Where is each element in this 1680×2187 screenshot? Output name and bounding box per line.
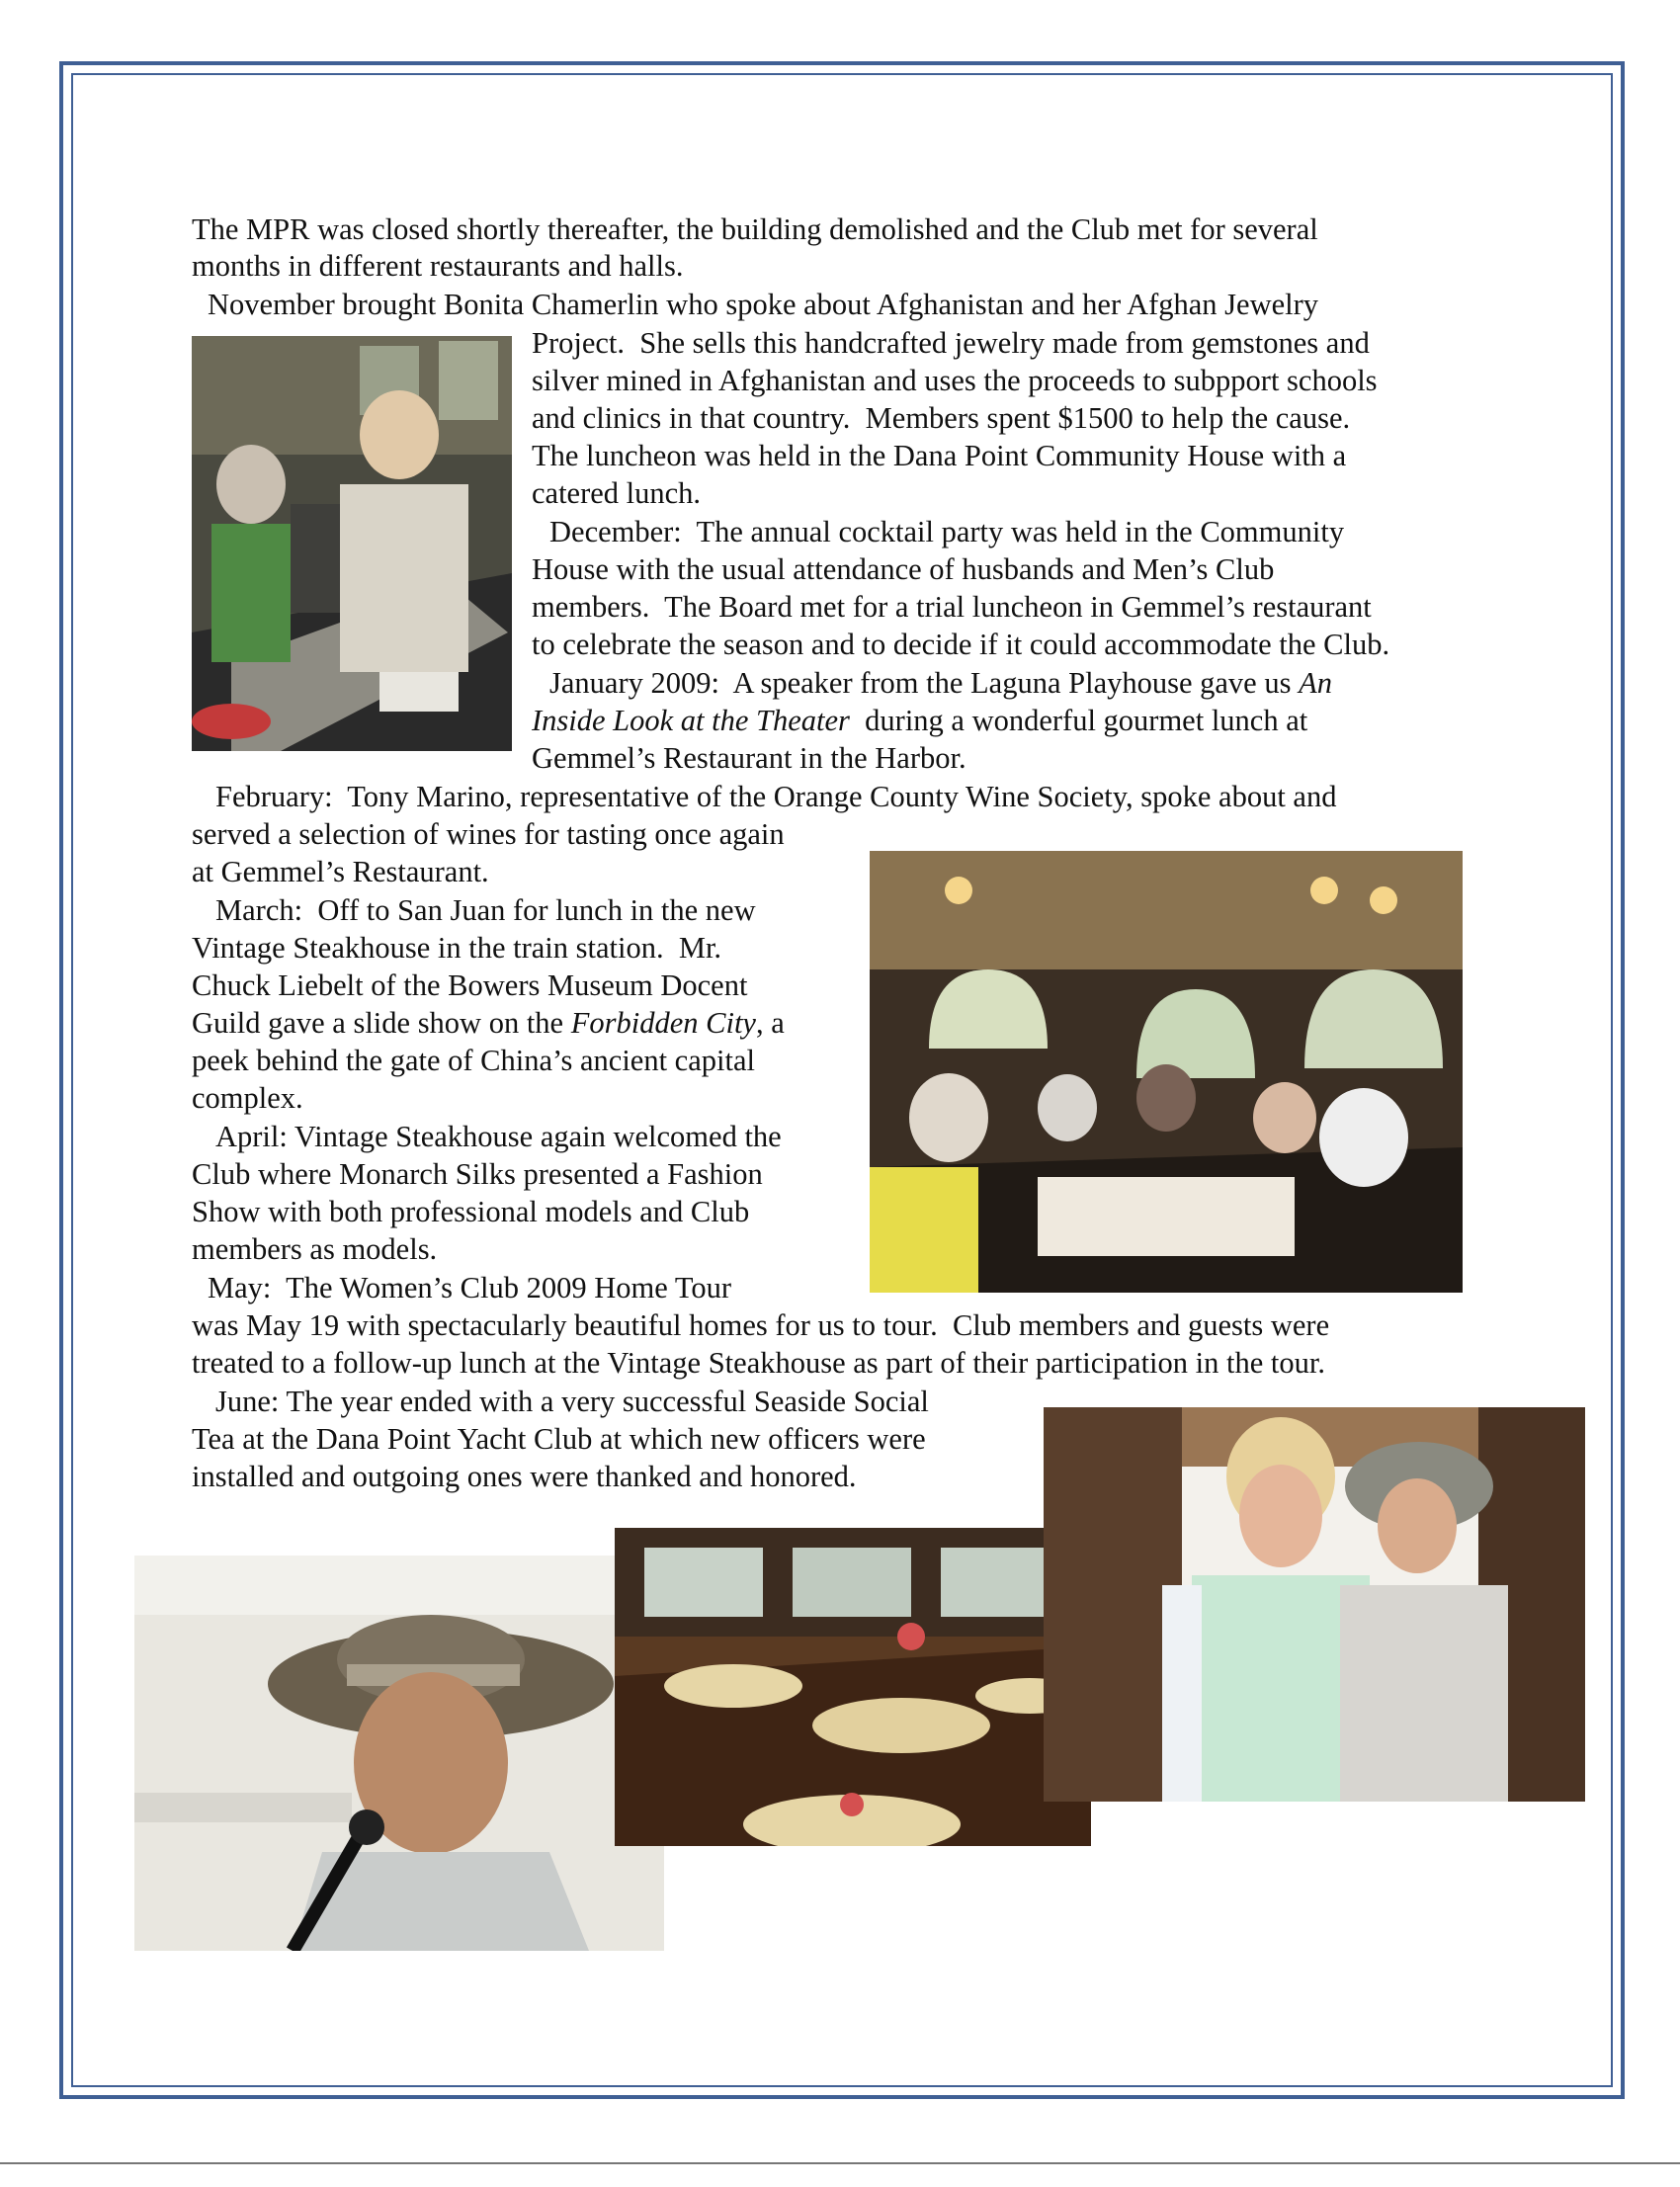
paragraph-line: Chuck Liebelt of the Bowers Museum Docent: [192, 968, 748, 1002]
paragraph-line: Gemmel’s Restaurant in the Harbor.: [532, 741, 966, 775]
paragraph-line: to celebrate the season and to decide if it could accommodate the Club.: [532, 628, 1390, 661]
paragraph-line: members. The Board met for a trial luncheon in Gemmel’s restaurant: [532, 590, 1372, 624]
paragraph-line: May: The Women’s Club 2009 Home Tour: [208, 1271, 731, 1304]
paragraph-line: complex.: [192, 1081, 303, 1115]
paragraph-line: The luncheon was held in the Dana Point Community House with a: [532, 439, 1347, 472]
paragraph-line: The MPR was closed shortly thereafter, the building demolished and the Club met for several: [192, 212, 1318, 246]
paragraph-line: at Gemmel’s Restaurant.: [192, 855, 489, 888]
paragraph-line: House with the usual attendance of husbands and Men’s Club: [532, 552, 1275, 586]
scan-edge-line: [0, 2162, 1680, 2164]
paragraph-line: served a selection of wines for tasting once again: [192, 817, 785, 851]
paragraph-line: months in different restaurants and halls.: [192, 249, 684, 283]
paragraph-line: [532, 703, 1307, 739]
yacht-club-dining-room-photo: [615, 1528, 1091, 1846]
paragraph-line: November brought Bonita Chamerlin who spoke about Afghanistan and her Afghan Jewelry: [208, 288, 1319, 321]
paragraph-line: Vintage Steakhouse in the train station. Mr.: [192, 931, 722, 965]
jewelry-sale-photo: [192, 336, 512, 751]
paragraph-line: members as models.: [192, 1232, 438, 1266]
paragraph-line: treated to a follow-up lunch at the Vintage Steakhouse as part of their participation in the tour.: [192, 1346, 1325, 1380]
paragraph-line: [192, 1005, 785, 1042]
two-women-photo: [1044, 1407, 1585, 1802]
paragraph-line: catered lunch.: [532, 476, 702, 510]
line-text: January 2009: A speaker from the Laguna Playhouse gave us: [549, 666, 1300, 700]
line-text: , a: [755, 1006, 785, 1040]
italic-title: Inside Look at the Theater: [532, 704, 850, 737]
paragraph-line: June: The year ended with a very successful Seaside Social: [215, 1385, 929, 1418]
paragraph-line: March: Off to San Juan for lunch in the new: [215, 893, 756, 927]
paragraph-line: Tea at the Dana Point Yacht Club at which new officers were: [192, 1422, 926, 1456]
italic-title: Forbidden City: [570, 1006, 756, 1040]
line-text: Guild gave a slide show on the: [192, 1006, 571, 1040]
paragraph-line: was May 19 with spectacularly beautiful homes for us to tour. Club members and guests were: [192, 1308, 1330, 1342]
paragraph-line: February: Tony Marino, representative of the Orange County Wine Society, spoke about and: [215, 780, 1337, 813]
line-text: during a wonderful gourmet lunch at: [849, 704, 1308, 737]
paragraph-line: December: The annual cocktail party was held in the Community: [549, 515, 1345, 548]
italic-title: An: [1299, 666, 1332, 700]
speaker-photo: [134, 1556, 664, 1951]
paragraph-line: April: Vintage Steakhouse again welcomed the: [215, 1120, 782, 1153]
paragraph-line: silver mined in Afghanistan and uses the proceeds to subpport schools: [532, 364, 1378, 397]
paragraph-line: Project. She sells this handcrafted jewelry made from gemstones and: [532, 326, 1370, 360]
paragraph-line: Show with both professional models and Club: [192, 1195, 750, 1228]
paragraph-line: and clinics in that country. Members spent $1500 to help the cause.: [532, 401, 1351, 435]
restaurant-luncheon-photo: [870, 851, 1463, 1293]
paragraph-line: peek behind the gate of China’s ancient capital: [192, 1044, 755, 1077]
paragraph-line: installed and outgoing ones were thanked and honored.: [192, 1460, 857, 1493]
paragraph-line: [549, 665, 1332, 702]
paragraph-line: Club where Monarch Silks presented a Fashion: [192, 1157, 763, 1191]
